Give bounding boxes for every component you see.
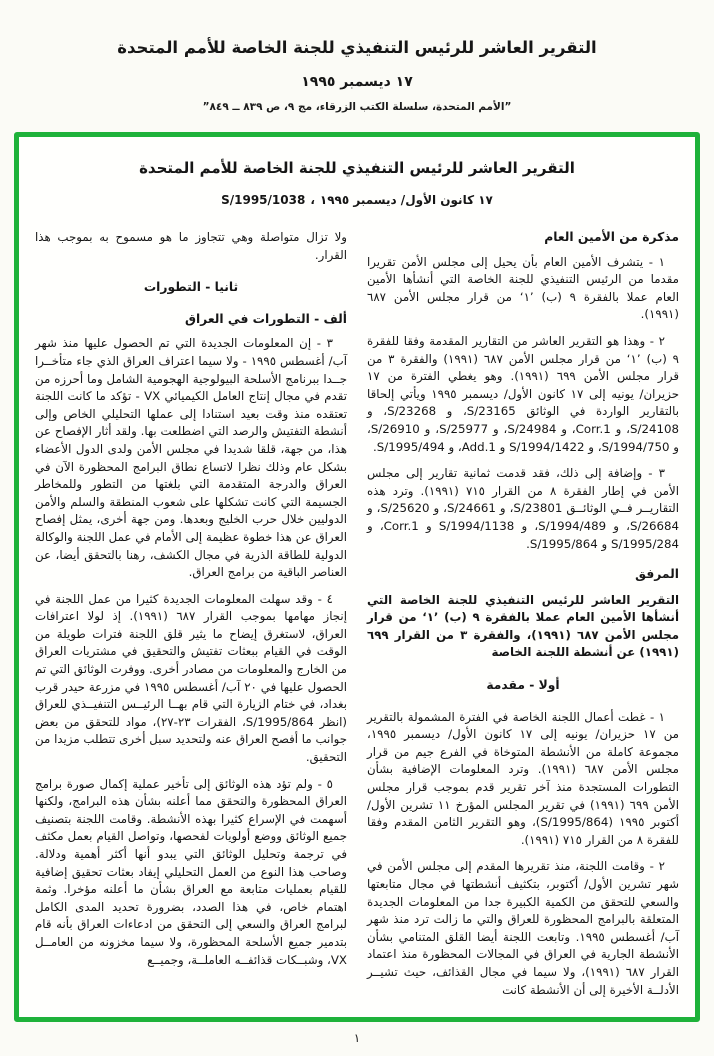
annex-paragraph: التقرير العاشر للرئيس التنفيذي للجنة الخاصة التي أنشأها الأمين العام عملا بالفقرة ٩ (ب) ’١‘ من قرار مجلس الأمن ٦٨٧ (١٩٩١)، والفقرة ٣ من القرار ٦٩٩ (١٩٩١) عن أنشطة اللجنة الخاصة [367,592,680,660]
subsection-a-heading: ألف - التطورات في العراق [184,311,347,326]
two-column-layout [35,229,679,1008]
annex-heading: المرفق [635,567,679,582]
source-citation: ”الأمم المتحدة، سلسلة الكتب الزرقاء، مج ٩، ص ٨٣٩ ــ ٨٤٩” [202,101,512,113]
paragraph: ٤ - وقد سهلت المعلومات الجديدة كثيرا من عمل اللجنة في إنجاز مهامها بموجب القرار ٦٨٧ (١٩٩١). إذ لولا اعترافات العراق، لاستغرق إيضاح ما يثير قلق اللجنة فترات طويلة من الوقت في القيام ببعثات تفتيش والتحقيق في مشتريات العراق من الخارج والمعلومات من مصادر أخرى. ووفرت الوثائق التي تم الحصول عليها في ٢٠ آب/ أغسطس ١٩٩٥ في مزرعة حيدر قرب بغداد، في ختام الزيارة التي قام بهــا الرئيــس التنفيــذي للعراق (انظر S/1995/864، الفقرات ٢٣-٢٧)، مواد للتحقق من بعض جوانب ما أفصح العراق عنه ولتحديد سبل أخرى تتطلب مزيدا من التحقيق. [34,591,348,765]
caption-separator: ، [310,193,315,207]
paragraph: ٣ - إن المعلومات الجديدة التي تم الحصول عليها منذ شهر آب/ أغسطس ١٩٩٥ - ولا سيما اعتراف العراق الذي جاء متأخــرا جــدا ببرنامج الأسلحة البيولوجية الهجومية الشامل وما أحرزه من تقدم في مجال إنتاج العامل الكيميائي VX - تؤكد ما كانت اللجنة تعتقده منذ وقت بعيد استنادا إلى عملها التحليلي الخاص وإلى أنشطة التفتيش والرصد التي اضطلعت بها. ولقد أثار الإفصاح عن هذا، من جهة، قلقا شديدا في مجلس الأمن ولدى الدول الأعضاء بشكل عام وذلك نظرا لاتساع نطاق البرامج المحظورة الآن في العراق والدرجة المتقدمة التي بلغتها من التطور وللمخاطر الجسيمة التي كانت تشكلها على شعوب المنطقة والسلم والأمن الدوليين خلال حرب الخليج وبعدها. ومن جهة أخرى، يمثل إفصاح العراق عن هذا خطوة عظيمة إلى الأمام في عمل اللجنة والوكالة الدولية للطاقة الذرية في مجال الكشف، رهنا بالتحقق أيضا، عن العناصر الباقية من برامج العراق. [35,336,347,580]
column-right [367,229,679,1008]
paragraph: ٢ - وقامت اللجنة، منذ تقريرها المقدم إلى مجلس الأمن في شهر تشرين الأول/ أكتوبر، بتكثيف أنشطتها في مجال متابعتها والسعي للتحقق من الكمية الكبيرة جدا من المعلومات الجديدة المتعلقة بالبرامج المحظورة للعراق والتي ما زالت ترد منذ شهر آب/ أغسطس ١٩٩٥. وتابعت اللجنة أيضا القلق المتنامي بشأن الأنشطة الجارية في العراق في المجالات المحظورة منذ اعتماد القرار ٦٨٧ (١٩٩١)، ولا سيما في مجال القذائف، حيث تشيــر الأدلــة الأخيرة إلى أن الأنشطة كانت [367,859,680,997]
paragraph: ٣ - وإضافة إلى ذلك، فقد قدمت ثمانية تقارير إلى مجلس الأمن في إطار الفقرة ٨ من القرار ٧١٥ (١٩٩١). وترد هذه التقاريــر فــي الوثائــق S/23801، و S/24661، و S/25620، و S/26684، و S/1994/489، و S/1994/1138 و Corr.1، و S/1995/284 و S/1995/864. [367,466,680,551]
column-left [35,229,347,1008]
document-frame [14,132,700,1022]
section-2-heading: ثانيا - التطورات [143,280,239,295]
paragraph: ٥ - ولم تؤد هذه الوثائق إلى تأخير عملية إكمال صورة برامج العراق المحظورة والتحقق مما أعلنه بشأن هذه البرامج، ولكنها أسهمت في الإسراع كثيرا بهذه الأنشطة. وقامت اللجنة بتصنيف جميع الوثائق ووضع أولويات لفحصها، وتواصل القيام بعمل مكثف في ترجمة وتحليل الوثائق التي يبدو أنها أكثر أهمية ودلالة. وصاحب هذا النوع من العمل التحليلي إيفاد بعثات تحقيق إضافية للقيام بعمليات متابعة مع العراق بشأن ما أعلنه مؤخرا. وثمة اهتمام خاص، في هذا الصدد، بضرورة تحديد المدى الكامل لبرامج العراق والسعي إلى التحقق من ادعاءات العراق بأنه قام بتدمير جميع الأسلحة المحظورة، ولا سيما مخزونه من العامــل VX، وشبــكات قذائفــه العاملــة، وجميــع [35,776,347,967]
note-heading: مذكرة من الأمين العام [544,230,679,244]
document-caption [35,193,679,207]
paragraph: ١ - غطت أعمال اللجنة الخاصة في الفترة المشمولة بالتقرير من ١٧ حزيران/ يونيه إلى ١٧ كانون الأول/ ديسمبر ١٩٩٥، مجموعة كاملة من الأنشطة المتوخاة في الفرع جيم من قرار مجلس الأمن ٦٨٧ (١٩٩١). وترد المعلومات الإضافية بشأن التطورات المستجدة منذ آخر تقرير قدم بموجب قرار مجلس الأمن ٦٩٩ (١٩٩١) في تقرير المجلس المؤرخ ١١ تشرين الأول/ أكتوبر ١٩٩٥ (S/1995/864)، وهو التقرير الثامن المقدم وفقا للفقرة ٨ من القرار ٧١٥ (١٩٩١). [367,709,680,847]
section-1-heading: أولا - مقدمة [486,678,560,693]
report-title: التقرير العاشر للرئيس التنفيذي للجنة الخاصة للأمم المتحدة [117,38,597,57]
paragraph: ٢ - وهذا هو التقرير العاشر من التقارير المقدمة وفقا للفقرة ٩ (ب) ’١‘ من قرار مجلس الأمن ٦٨٧ (١٩٩١) والفقرة ٣ من قرار مجلس الأمن ٦٩٩ (١٩٩١). وهو يغطي الفترة من ١٧ حزيران/ يونيه إلى ١٧ كانون الأول/ ديسمبر ١٩٩٥ ويأتي إلحاقا بالتقارير الواردة في الوثائق S/23165، و S/23268، و S/24108، و Corr.1، و S/24984، و S/25977، و S/26910، و S/1994/750، و S/1994/1422 و Add.1، و S/1995/494. [367,333,679,454]
continuation-paragraph: ولا تزال متواصلة وهي تتجاوز ما هو مسموح به بموجب هذا القرار. [35,230,347,262]
page-header [0,38,714,113]
document-date: ١٧ كانون الأول/ ديسمبر ١٩٩٥ [319,193,493,207]
document-symbol: S/1995/1038 [221,193,306,207]
paragraph: ١ - يتشرف الأمين العام بأن يحيل إلى مجلس الأمن تقريرا مقدما من الرئيس التنفيذي للجنة الخاصة التي أنشأها الأمين العام عملا بالفقرة ٩ (ب) ’١‘ من قرار مجلس الأمن ٦٨٧ (١٩٩١). [367,254,679,322]
page-number: ١ [353,1031,361,1045]
report-date: ١٧ ديسمبر ١٩٩٥ [301,74,413,90]
document-title: التقرير العاشر للرئيس التنفيذي للجنة الخاصة للأمم المتحدة [139,159,575,177]
